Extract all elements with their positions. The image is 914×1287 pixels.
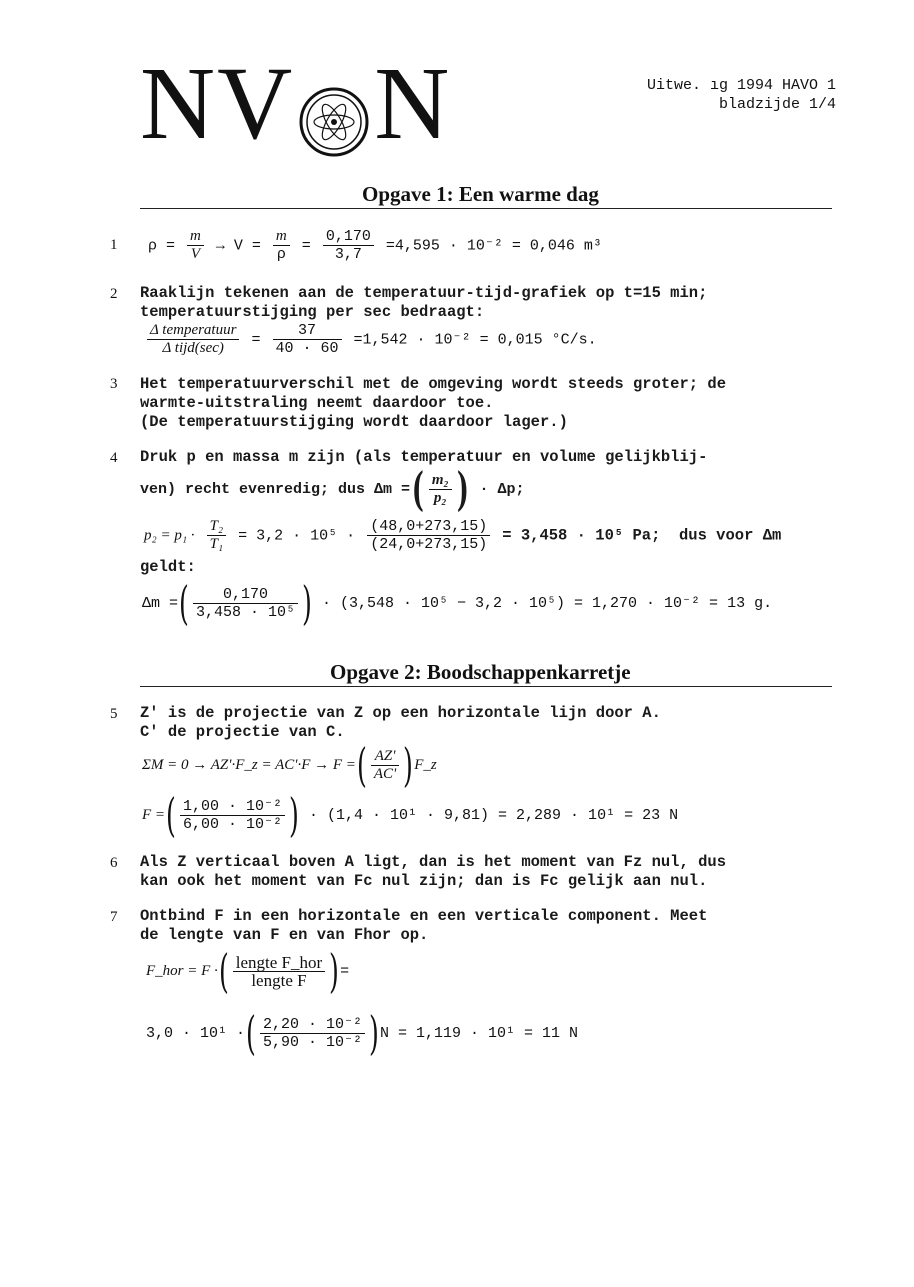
atom-icon xyxy=(298,72,370,144)
q4-geldt: geldt: xyxy=(140,558,196,576)
q7-formula-result: 3,0 · 10¹ ·( $\frac{\text{2,20 · 10⁻²}}{\text{5,90 · 10⁻²}}$ )N = 1,119 · 10¹ = 11 N xyxy=(146,1006,579,1060)
header-line-exam: Uitwe. ıg 1994 HAVO 1 xyxy=(646,77,836,94)
logo-text-right: N xyxy=(374,46,452,161)
question-number: 5 xyxy=(110,706,118,722)
fraction: $\frac{m}{V}$ xyxy=(187,228,204,263)
q7-formula-hor: F_hor = F ·( $\frac{\text{lengte F\_hor}}{\text{lengte F}}$ )= xyxy=(146,944,350,998)
question-number: 7 xyxy=(110,909,118,925)
q3-text-line3: (De temperatuurstijging wordt daardoor lager.) xyxy=(140,413,568,431)
page-header-info xyxy=(647,76,836,114)
q2-formula: $\frac{\text{Δ temperatuur}}{\text{Δ tijd(sec)}}$ = $\frac{37}{40 \cdot 60}$ =1,542 · 10⁻² = 0,015 °C/s. xyxy=(144,322,597,357)
question-number: 3 xyxy=(110,376,118,392)
opgave1-title: Opgave 1: Een warme dag xyxy=(362,182,599,206)
fraction: $\frac{\text{m₂}}{\text{p₂}}$ xyxy=(429,472,452,507)
q3-text-line2: warmte-uitstraling neemt daardoor toe. xyxy=(140,394,494,412)
fraction: $\frac{\text{lengte F\_hor}}{\text{lengte F}}$ xyxy=(233,954,325,989)
q2-text-line2: temperatuurstijging per sec bedraagt: xyxy=(140,303,485,321)
q1-formula: ρ = $\frac{m}{V}$ → V = $\frac{m}{\rho}$ = $\frac{0,170}{3,7}$ =4,595 · 10⁻² = 0,046 m³ xyxy=(148,228,602,263)
header-line-page: bladzijde 1/4 xyxy=(718,96,836,113)
q6-text-line1: Als Z verticaal boven A ligt, dan is het moment van Fz nul, dus xyxy=(140,853,726,871)
fraction: $\frac{\text{T₂}}{\text{T₁}}$ xyxy=(207,518,227,553)
opgave2-rule xyxy=(140,686,832,687)
fraction: $\frac{37}{40 \cdot 60}$ xyxy=(273,322,342,357)
fraction: $\frac{m}{\rho}$ xyxy=(273,228,290,263)
fraction: $\frac{0,170}{3,7}$ xyxy=(323,228,374,263)
fraction: $\frac{0,170}{\text{3,458 · 10⁵}}$ xyxy=(193,586,298,621)
opgave2-title: Opgave 2: Boodschappenkarretje xyxy=(330,660,631,684)
q7-text-line2: de lengte van F en van Fhor op. xyxy=(140,926,429,944)
q3-text-line1: Het temperatuurverschil met de omgeving wordt steeds groter; de xyxy=(140,375,726,393)
q4-text-line1: Druk p en massa m zijn (als temperatuur en volume gelijkblij- xyxy=(140,448,708,466)
q5-text-line2: C' de projectie van C. xyxy=(140,723,345,741)
q5-formula-force: F =( $\frac{\text{1,00 · 10⁻²}}{\text{6,00 · 10⁻²}}$ ) · (1,4 · 10¹ · 9,81) = 2,289 · 10¹ = 23 N xyxy=(142,788,679,842)
logo-text-left: NV xyxy=(140,46,295,161)
opgave1-rule xyxy=(140,208,832,209)
question-number: 4 xyxy=(110,450,118,466)
fraction: $\frac{(48,0+273,15)}{(24,0+273,15)}$ xyxy=(367,518,490,553)
nvon-logo xyxy=(140,46,452,161)
q4-formula-pressure: p₂ = p₁ · $\frac{\text{T₂}}{\text{T₁}}$ = 3,2 · 10⁵ · $\frac{(48,0+273,15)}{(24,0+273,15)}$ = 3,458 · 10⁵ Pa; dus voor Δm xyxy=(144,518,782,553)
q2-text-line1: Raaklijn tekenen aan de temperatuur-tijd-grafiek op t=15 min; xyxy=(140,284,708,302)
q6-text-line2: kan ook het moment van Fc nul zijn; dan is Fc gelijk aan nul. xyxy=(140,872,708,890)
q4-text-line2: ven) recht evenredig; dus Δm =( $\frac{\text{m₂}}{\text{p₂}}$ ) · Δp; xyxy=(140,462,525,516)
fraction: $\frac{\text{Δ temperatuur}}{\text{Δ tijd(sec)}}$ xyxy=(147,322,239,357)
fraction: $\frac{\text{1,00 · 10⁻²}}{\text{6,00 · 10⁻²}}$ xyxy=(180,798,285,833)
fraction: $\frac{AZ'}{AC'}$ xyxy=(371,748,399,783)
question-number: 2 xyxy=(110,286,118,302)
q5-formula-moment: ΣM = 0 → AZ'·F_z = AC'·F → F =( $\frac{AZ'}{AC'}$ )F_z xyxy=(142,738,437,792)
question-number: 1 xyxy=(110,237,118,253)
question-number: 6 xyxy=(110,855,118,871)
q5-text-line1: Z' is de projectie van Z op een horizontale lijn door A. xyxy=(140,704,661,722)
q4-formula-mass: Δm =( $\frac{0,170}{\text{3,458 · 10⁵}}$ ) · (3,548 · 10⁵ − 3,2 · 10⁵) = 1,270 · 10⁻² = 13 g. xyxy=(142,576,773,630)
fraction: $\frac{\text{2,20 · 10⁻²}}{\text{5,90 · 10⁻²}}$ xyxy=(260,1016,365,1051)
q7-text-line1: Ontbind F in een horizontale en een verticale component. Meet xyxy=(140,907,708,925)
